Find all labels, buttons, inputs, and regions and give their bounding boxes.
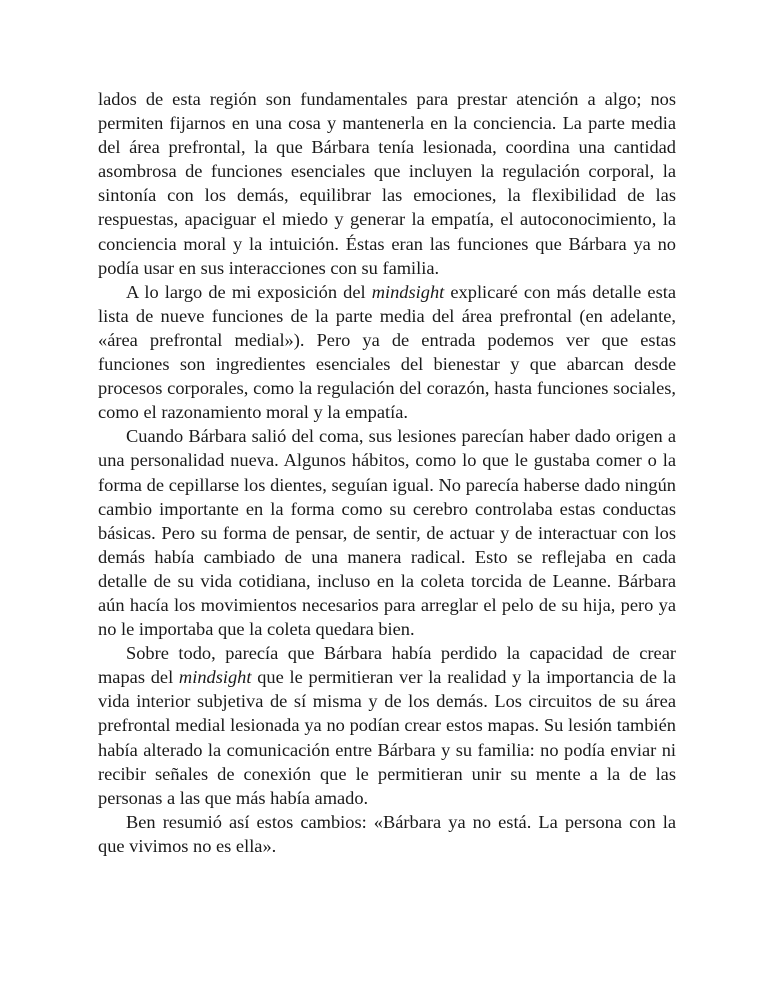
paragraph-2-text-b: explicaré con más detalle esta lista de nueve funciones de la parte media del área prefrontal (en adelante, «área prefrontal medial»). Pero ya de entrada podemos ver que estas funciones son ingredientes esenciales del bienestar y que abarcan desde procesos corporales, como la regulación del corazón, hasta funciones sociales, como el razonamiento moral y la empatía. [98,281,676,423]
paragraph-5-text: Ben resumió así estos cambios: «Bárbara ya no está. La persona con la que vivimos no es ella». [98,811,676,856]
paragraph-4 [98,641,676,810]
paragraph-4-text-a: Sobre todo, parecía que Bárbara había perdido la capacidad de crear mapas del [98,643,676,688]
paragraph-2-text-a: A lo largo de mi exposición del [126,281,372,302]
paragraph-3-text: Cuando Bárbara salió del coma, sus lesiones parecían haber dado origen a una personalidad nueva. Algunos hábitos, como lo que le gustaba comer o la forma de cepillarse los dientes, seguían igual. No parecía haberse dado ningún cambio importante en la forma como su cerebro controlaba estas conductas básicas. Pero su forma de pensar, de sentir, de actuar y de interactuar con los demás había cambiado de una manera radical. Esto se reflejaba en cada detalle de su vida cotidiana, incluso en la coleta torcida de Leanne. Bárbara aún hacía los movimientos necesarios para arreglar el pelo de su hija, pero ya no le importaba que la coleta quedara bien. [98,426,676,640]
book-page-body [98,87,676,858]
paragraph-4-italic-term: mindsight [178,667,252,688]
paragraph-4-text-b: que le permitieran ver la realidad y la importancia de la vida interior subjetiva de sí misma y de los demás. Los circuitos de su área prefrontal medial lesionada ya no podían crear estos mapas. Su lesión también había alterado la comunicación entre Bárbara y su familia: no podía enviar ni recibir señales de conexión que le permitieran unir su mente a la de las personas a las que más había amado. [98,667,676,808]
paragraph-1 [98,87,676,280]
paragraph-2-italic-term: mindsight [371,281,445,302]
paragraph-5 [98,810,676,858]
paragraph-3 [98,424,676,641]
paragraph-1-text: lados de esta región son fundamentales para prestar atención a algo; nos permiten fijarnos en una cosa y mantenerla en la conciencia. La parte media del área prefrontal, la que Bárbara tenía lesionada, coordina una cantidad asombrosa de funciones esenciales que incluyen la regulación corporal, la sintonía con los demás, equilibrar las emociones, la flexibilidad de las respuestas, apaciguar el miedo y generar la empatía, el autoconocimiento, la conciencia moral y la intuición. Éstas eran las funciones que Bárbara ya no podía usar en sus interacciones con su familia. [98,89,676,278]
paragraph-2 [98,280,676,425]
